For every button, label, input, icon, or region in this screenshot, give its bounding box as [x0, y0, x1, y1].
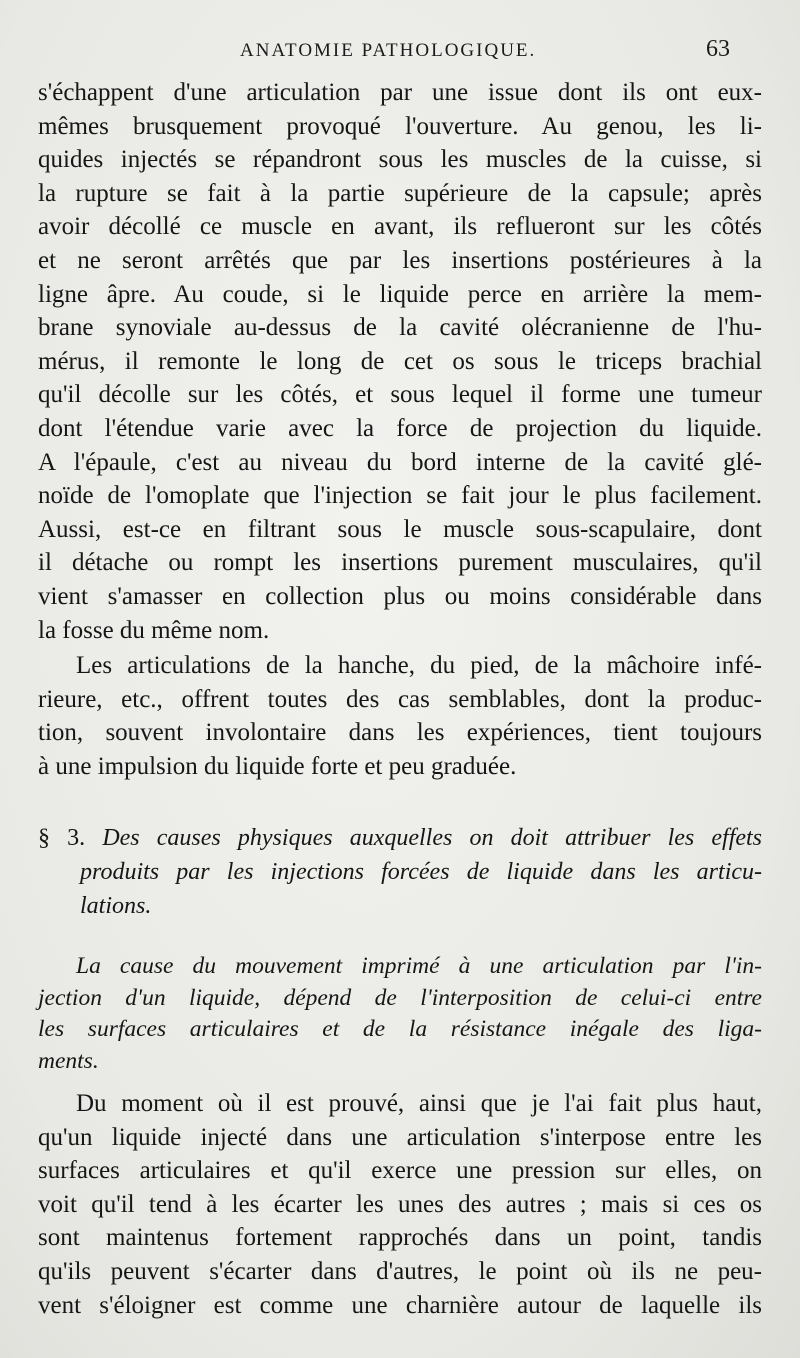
text-line: noïde de l'omoplate que l'injection se fait jour le plus facilement.: [38, 482, 762, 510]
text-line: A l'épaule, c'est au niveau du bord interne de la cavité glé-: [38, 448, 762, 476]
summary-line: ments.: [38, 1047, 99, 1074]
section-heading-line: [38, 821, 762, 855]
text-line: qu'ils peuvent s'écarter dans d'autres, le point où ils ne peu-: [38, 1257, 762, 1285]
text-line: ligne âpre. Au coude, si le liquide perce en arrière la mem-: [38, 280, 762, 308]
text-line: et ne seront arrêtés que par les insertions postérieures à la: [38, 246, 762, 274]
text-line: brane synoviale au-dessus de la cavité olécranienne de l'hu-: [38, 314, 762, 342]
section-heading: [38, 821, 762, 923]
text-line: la rupture se fait à la partie supérieure de la capsule; après: [38, 179, 762, 207]
text-line: s'échappent d'une articulation par une issue dont ils ont eux-: [38, 79, 762, 106]
paragraph-du-moment: [38, 1087, 762, 1322]
text-line: vent s'éloigner est comme une charnière autour de laquelle ils: [38, 1291, 762, 1319]
text-line: voit qu'il tend à les écarter les unes des autres ; mais si ces os: [38, 1190, 762, 1218]
text-line: il détache ou rompt les insertions purement musculaires, qu'il: [38, 549, 762, 577]
section-heading-text: Des causes physiques auxquelles on doit attribuer les effets: [102, 825, 763, 851]
page-number: 63: [706, 36, 730, 62]
text-line: rieure, etc., offrent toutes des cas semblables, dont la produc-: [38, 685, 762, 713]
summary-line: jection d'un liquide, dépend de l'interposition de celui-ci entre: [38, 984, 762, 1011]
text-line: sont maintenus fortement rapprochés dans un point, tandis: [38, 1224, 762, 1252]
text-line: mérus, il remonte le long de cet os sous le triceps brachial: [38, 347, 762, 375]
text-line: Du moment où il est prouvé, ainsi que je l'ai fait plus haut,: [76, 1090, 762, 1117]
section-heading-line: lations.: [80, 893, 152, 919]
text-line: à une impulsion du liquide forte et peu graduée.: [38, 752, 517, 780]
summary-line: les surfaces articulaires et de la résistance inégale des liga-: [38, 1016, 762, 1042]
summary-line: La cause du mouvement imprimé à une articulation par l'in-: [76, 953, 762, 979]
text-line: quides injectés se répandront sous les muscles de la cuisse, si: [38, 146, 762, 174]
text-line: tion, souvent involontaire dans les expériences, tient toujours: [38, 719, 762, 747]
text-line: la fosse du même nom.: [38, 616, 270, 644]
text-line: surfaces articulaires et qu'il exerce une pression sur elles, on: [38, 1157, 762, 1185]
running-title: ANATOMIE PATHOLOGIQUE.: [240, 40, 537, 61]
text-line: Aussi, est-ce en filtrant sous le muscle sous-scapulaire, dont: [38, 515, 762, 543]
text-line: qu'un liquide injecté dans une articulation s'interpose entre les: [38, 1123, 762, 1151]
text-line: Les articulations de la hanche, du pied, de la mâchoire infé-: [76, 652, 762, 679]
section-heading-line: produits par les injections forcées de liquide dans les articu-: [80, 859, 762, 885]
paragraph-articulations: [38, 649, 762, 783]
page-header: [0, 36, 800, 66]
paragraph-continued: [38, 76, 762, 647]
text-line: qu'il décolle sur les côtés, et sous lequel il forme une tumeur: [38, 381, 762, 409]
text-line: vient s'amasser en collection plus ou moins considérable dans: [38, 582, 762, 610]
section-summary: [38, 951, 762, 1077]
text-line: dont l'étendue varie avec la force de projection du liquide.: [38, 414, 762, 442]
text-line: avoir décollé ce muscle en avant, ils reflueront sur les côtés: [38, 213, 762, 241]
section-mark: § 3.: [38, 825, 86, 851]
text-line: mêmes brusquement provoqué l'ouverture. Au genou, les li-: [38, 112, 762, 140]
